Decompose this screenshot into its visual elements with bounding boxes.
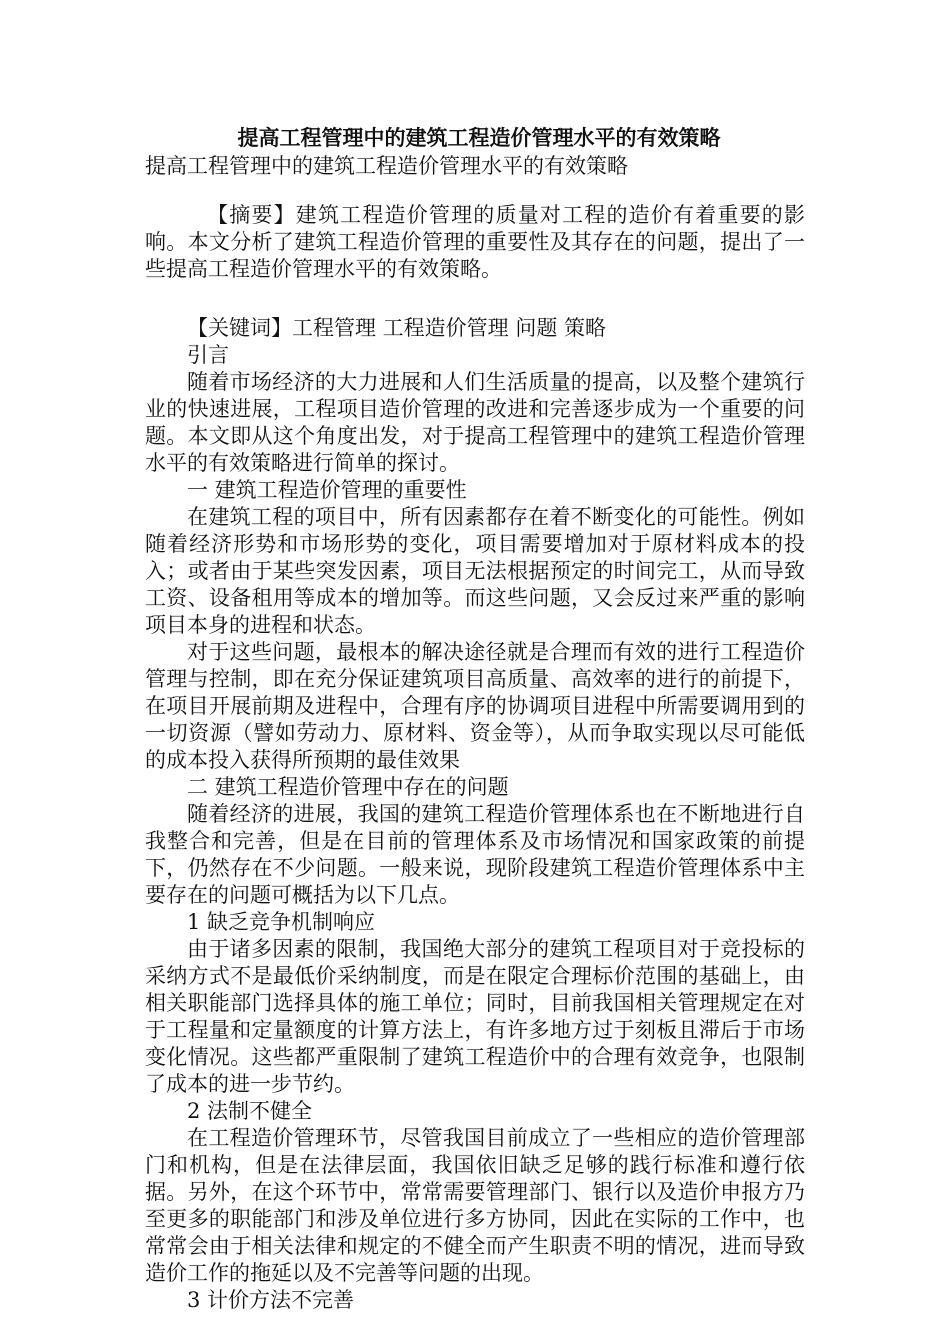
section-1-paragraph-1: 在建筑工程的项目中，所有因素都存在着不断变化的可能性。例如随着经济形势和市场形势的变化，项目需要增加对于原材料成本的投入；或者由于某些突发因素，项目无法根据预定的时间完工，从而导致工资、设备租用等成本的增加等。而这些问题，又会反过来严重的影响项目本身的进程和状态。 (145, 505, 805, 637)
section-1-heading: 一 建筑工程造价管理的重要性 (187, 478, 467, 502)
subsection-2-paragraph: 在工程造价管理环节，尽管我国目前成立了一些相应的造价管理部门和机构，但是在法律层面，我国依旧缺乏足够的践行标准和遵行依据。另外，在这个环节中，常常需要管理部门、银行以及造价申报方乃至更多的职能部门和涉及单位进行多方协同，因此在实际的工作中，也常常会由于相关法律和规定的不健全而产生职责不明的情况，进而导致造价工作的拖延以及不完善等问题的出现。 (145, 1126, 805, 1285)
section-2-paragraph-1: 随着经济的进展，我国的建筑工程造价管理体系也在不断地进行自我整合和完善，但是在目前的管理体系及市场情况和国家政策的前提下，仍然存在不少问题。一般来说，现阶段建筑工程造价管理体系中主要存在的问题可概括为以下几点。 (145, 802, 805, 907)
abstract-paragraph: 【摘要】建筑工程造价管理的质量对工程的造价有着重要的影响。本文分析了建筑工程造价管理的重要性及其存在的问题，提出了一些提高工程造价管理水平的有效策略。 (145, 203, 805, 281)
section-1-paragraph-2: 对于这些问题，最根本的解决途径就是合理而有效的进行工程造价管理与控制，即在充分保证建筑项目高质量、高效率的进行的前提下，在项目开展前期及进程中，合理有序的协调项目进程中所需要调用到的一切资源（譬如劳动力、原材料、资金等），从而争取实现以尽可能低的成本投入获得所预期的最佳效果 (145, 640, 805, 772)
subsection-1-heading: 1 缺乏竞争机制响应 (187, 910, 376, 934)
subsection-3-heading: 3 计价方法不完善 (187, 1288, 355, 1312)
document-body (145, 124, 805, 1314)
document-title: 提高工程管理中的建筑工程造价管理水平的有效策略 (237, 125, 721, 150)
keywords-line: 【关键词】工程管理 工程造价管理 问题 策略 (187, 316, 607, 340)
section-2-heading: 二 建筑工程造价管理中存在的问题 (187, 775, 509, 799)
document-subtitle: 提高工程管理中的建筑工程造价管理水平的有效策略 (145, 154, 628, 178)
intro-heading: 引言 (187, 343, 229, 367)
subsection-2-heading: 2 法制不健全 (187, 1099, 313, 1123)
intro-paragraph: 随着市场经济的大力进展和人们生活质量的提高，以及整个建筑行业的快速进展，工程项目造价管理的改进和完善逐步成为一个重要的问题。本文即从这个角度出发，对于提高工程管理中的建筑工程造价管理水平的有效策略进行简单的探讨。 (145, 370, 805, 475)
subsection-1-paragraph: 由于诸多因素的限制，我国绝大部分的建筑工程项目对于竞投标的采纳方式不是最低价采纳制度，而是在限定合理标价范围的基础上，由相关职能部门选择具体的施工单位；同时，目前我国相关管理规定在对于工程量和定量额度的计算方法上，有许多地方过于刻板且滞后于市场变化情况。这些都严重限制了建筑工程造价中的合理有效竞争，也限制了成本的进一步节约。 (145, 937, 805, 1096)
